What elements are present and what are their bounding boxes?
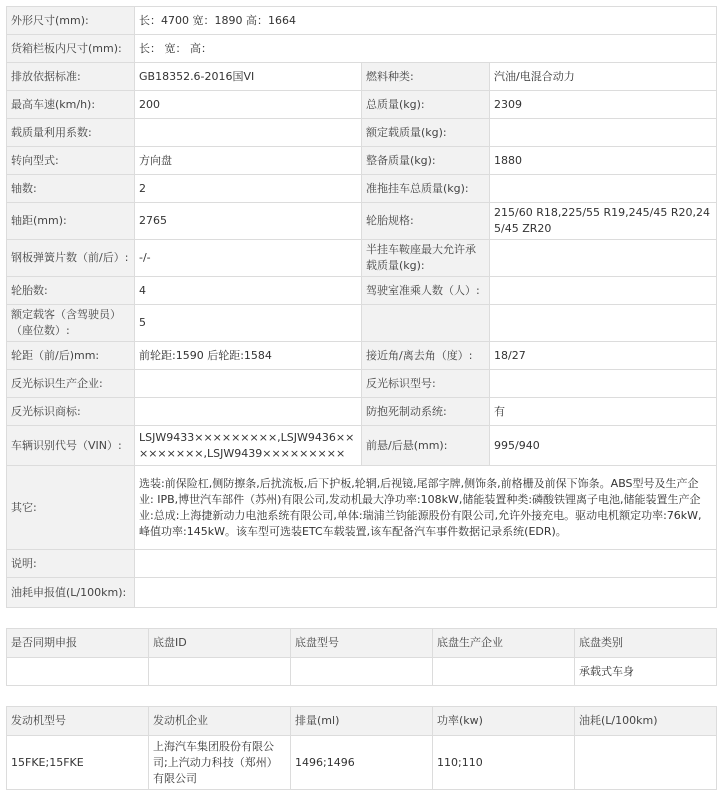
spec-value: LSJW9433×××××××××,LSJW9436×××××××××,LSJW9439×××××××××: [135, 426, 362, 466]
spec-value: GB18352.6-2016国VI: [135, 63, 362, 91]
chassis-cell: [149, 658, 291, 686]
spec-label: 排放依据标准:: [7, 63, 135, 91]
spec-row: [7, 277, 717, 305]
engine-header-cell: 功率(kw): [433, 707, 575, 736]
spec-label: 货箱栏板内尺寸(mm):: [7, 35, 135, 63]
spec-value: 995/940: [490, 426, 717, 466]
spec-label: 说明:: [7, 550, 135, 578]
spec-row: [7, 578, 717, 608]
spec-label: 转向型式:: [7, 147, 135, 175]
spec-label: 额定载质量(kg):: [362, 119, 490, 147]
spec-row: [7, 426, 717, 466]
spec-value: 215/60 R18,225/55 R19,245/45 R20,245/45 ZR20: [490, 203, 717, 240]
spec-value: 长： 宽： 高：: [135, 35, 717, 63]
spec-row: [7, 35, 717, 63]
spec-label: 驾驶室准乘人数（人）:: [362, 277, 490, 305]
engine-header-cell: 发动机型号: [7, 707, 149, 736]
spec-label: 接近角/离去角（度）:: [362, 342, 490, 370]
engine-header-cell: 排量(ml): [291, 707, 433, 736]
engine-cell: 15FKE;15FKE: [7, 736, 149, 790]
spec-label: 反光标识商标:: [7, 398, 135, 426]
spec-label: 钢板弹簧片数（前/后）:: [7, 240, 135, 277]
spec-label: 前悬/后悬(mm):: [362, 426, 490, 466]
spec-row: [7, 240, 717, 277]
spec-row: [7, 398, 717, 426]
spec-row: [7, 305, 717, 342]
spec-value: 2765: [135, 203, 362, 240]
spec-label: 燃料种类:: [362, 63, 490, 91]
spec-label: 外形尺寸(mm):: [7, 7, 135, 35]
spec-value: [490, 277, 717, 305]
engine-cell: 1496;1496: [291, 736, 433, 790]
spec-value: [135, 119, 362, 147]
engine-cell: [575, 736, 717, 790]
spec-value: 有: [490, 398, 717, 426]
chassis-table: [6, 628, 717, 686]
spec-value: 2309: [490, 91, 717, 119]
spec-value: [490, 175, 717, 203]
spec-label: 整备质量(kg):: [362, 147, 490, 175]
spec-value: 前轮距:1590 后轮距:1584: [135, 342, 362, 370]
spec-label: 其它:: [7, 466, 135, 550]
engine-cell: 110;110: [433, 736, 575, 790]
spec-row: [7, 342, 717, 370]
spec-value: 18/27: [490, 342, 717, 370]
chassis-cell: [433, 658, 575, 686]
chassis-header-cell: 底盘生产企业: [433, 629, 575, 658]
spec-row: [7, 63, 717, 91]
spec-label: 防抱死制动系统:: [362, 398, 490, 426]
spec-label: 载质量利用系数:: [7, 119, 135, 147]
spec-row: [7, 550, 717, 578]
spec-row: [7, 91, 717, 119]
spec-label: 轴数:: [7, 175, 135, 203]
spec-table: [6, 6, 717, 608]
spec-value: 汽油/电混合动力: [490, 63, 717, 91]
engine-header-cell: 油耗(L/100km): [575, 707, 717, 736]
spec-value: 2: [135, 175, 362, 203]
spec-value: [490, 119, 717, 147]
spec-label: 轴距(mm):: [7, 203, 135, 240]
spec-label: 总质量(kg):: [362, 91, 490, 119]
spec-label: 轮胎数:: [7, 277, 135, 305]
spec-row: [7, 175, 717, 203]
chassis-cell: [7, 658, 149, 686]
spec-row: [7, 119, 717, 147]
spec-label: 最高车速(km/h):: [7, 91, 135, 119]
spec-label: 反光标识型号:: [362, 370, 490, 398]
engine-cell: 上海汽车集团股份有限公司;上汽动力科技（郑州）有限公司: [149, 736, 291, 790]
spec-value: [490, 370, 717, 398]
spec-label: 反光标识生产企业:: [7, 370, 135, 398]
spec-value: [135, 578, 717, 608]
chassis-header-cell: 底盘ID: [149, 629, 291, 658]
engine-row: [7, 736, 717, 790]
spec-label: 轮胎规格:: [362, 203, 490, 240]
spec-value: 1880: [490, 147, 717, 175]
spec-label: 额定载客（含驾驶员）（座位数）:: [7, 305, 135, 342]
chassis-header-cell: 是否同期申报: [7, 629, 149, 658]
spec-label: [362, 305, 490, 342]
spec-value: [135, 550, 717, 578]
spec-value: [135, 370, 362, 398]
spec-value: [135, 398, 362, 426]
spec-row: [7, 7, 717, 35]
chassis-header-cell: 底盘类别: [575, 629, 717, 658]
spec-value: 5: [135, 305, 362, 342]
spec-label: 油耗申报值(L/100km):: [7, 578, 135, 608]
spec-label: 轮距（前/后)mm:: [7, 342, 135, 370]
spec-row: [7, 203, 717, 240]
spec-value: [490, 305, 717, 342]
engine-header-cell: 发动机企业: [149, 707, 291, 736]
spec-value: [490, 240, 717, 277]
engine-header-row: [7, 707, 717, 736]
engine-table: [6, 706, 717, 790]
spec-label: 半挂车鞍座最大允许承载质量(kg):: [362, 240, 490, 277]
spec-value: 长：4700 宽：1890 高：1664: [135, 7, 717, 35]
spec-label: 车辆识别代号（VIN）:: [7, 426, 135, 466]
spec-value: 方向盘: [135, 147, 362, 175]
spec-value: 选装:前保险杠,侧防擦条,后扰流板,后下护板,轮辋,后视镜,尾部字牌,侧饰条,前格栅及前保下饰条。ABS型号及生产企业: IPB,博世汽车部件（苏州)有限公司,发动机最大净功率:108kW,储能装置种类:磷酸铁锂离子电池,储能装置生产企业:总成:上海捷新动力电池系统有限公司,单体:瑞浦兰钧能源股份有限公司,允许外接充电。驱动电机额定功率:76kW,峰值功率:145kW。该车型可选装ETC车载装置,该车配备汽车事件数据记录系统(EDR)。: [135, 466, 717, 550]
spec-row: [7, 370, 717, 398]
chassis-header-cell: 底盘型号: [291, 629, 433, 658]
chassis-cell: [291, 658, 433, 686]
spec-row: [7, 466, 717, 550]
spec-label: 准拖挂车总质量(kg):: [362, 175, 490, 203]
spec-row: [7, 147, 717, 175]
chassis-cell: 承载式车身: [575, 658, 717, 686]
spec-value: 4: [135, 277, 362, 305]
spec-value: -/-: [135, 240, 362, 277]
chassis-header-row: [7, 629, 717, 658]
spec-value: 200: [135, 91, 362, 119]
chassis-row: [7, 658, 717, 686]
